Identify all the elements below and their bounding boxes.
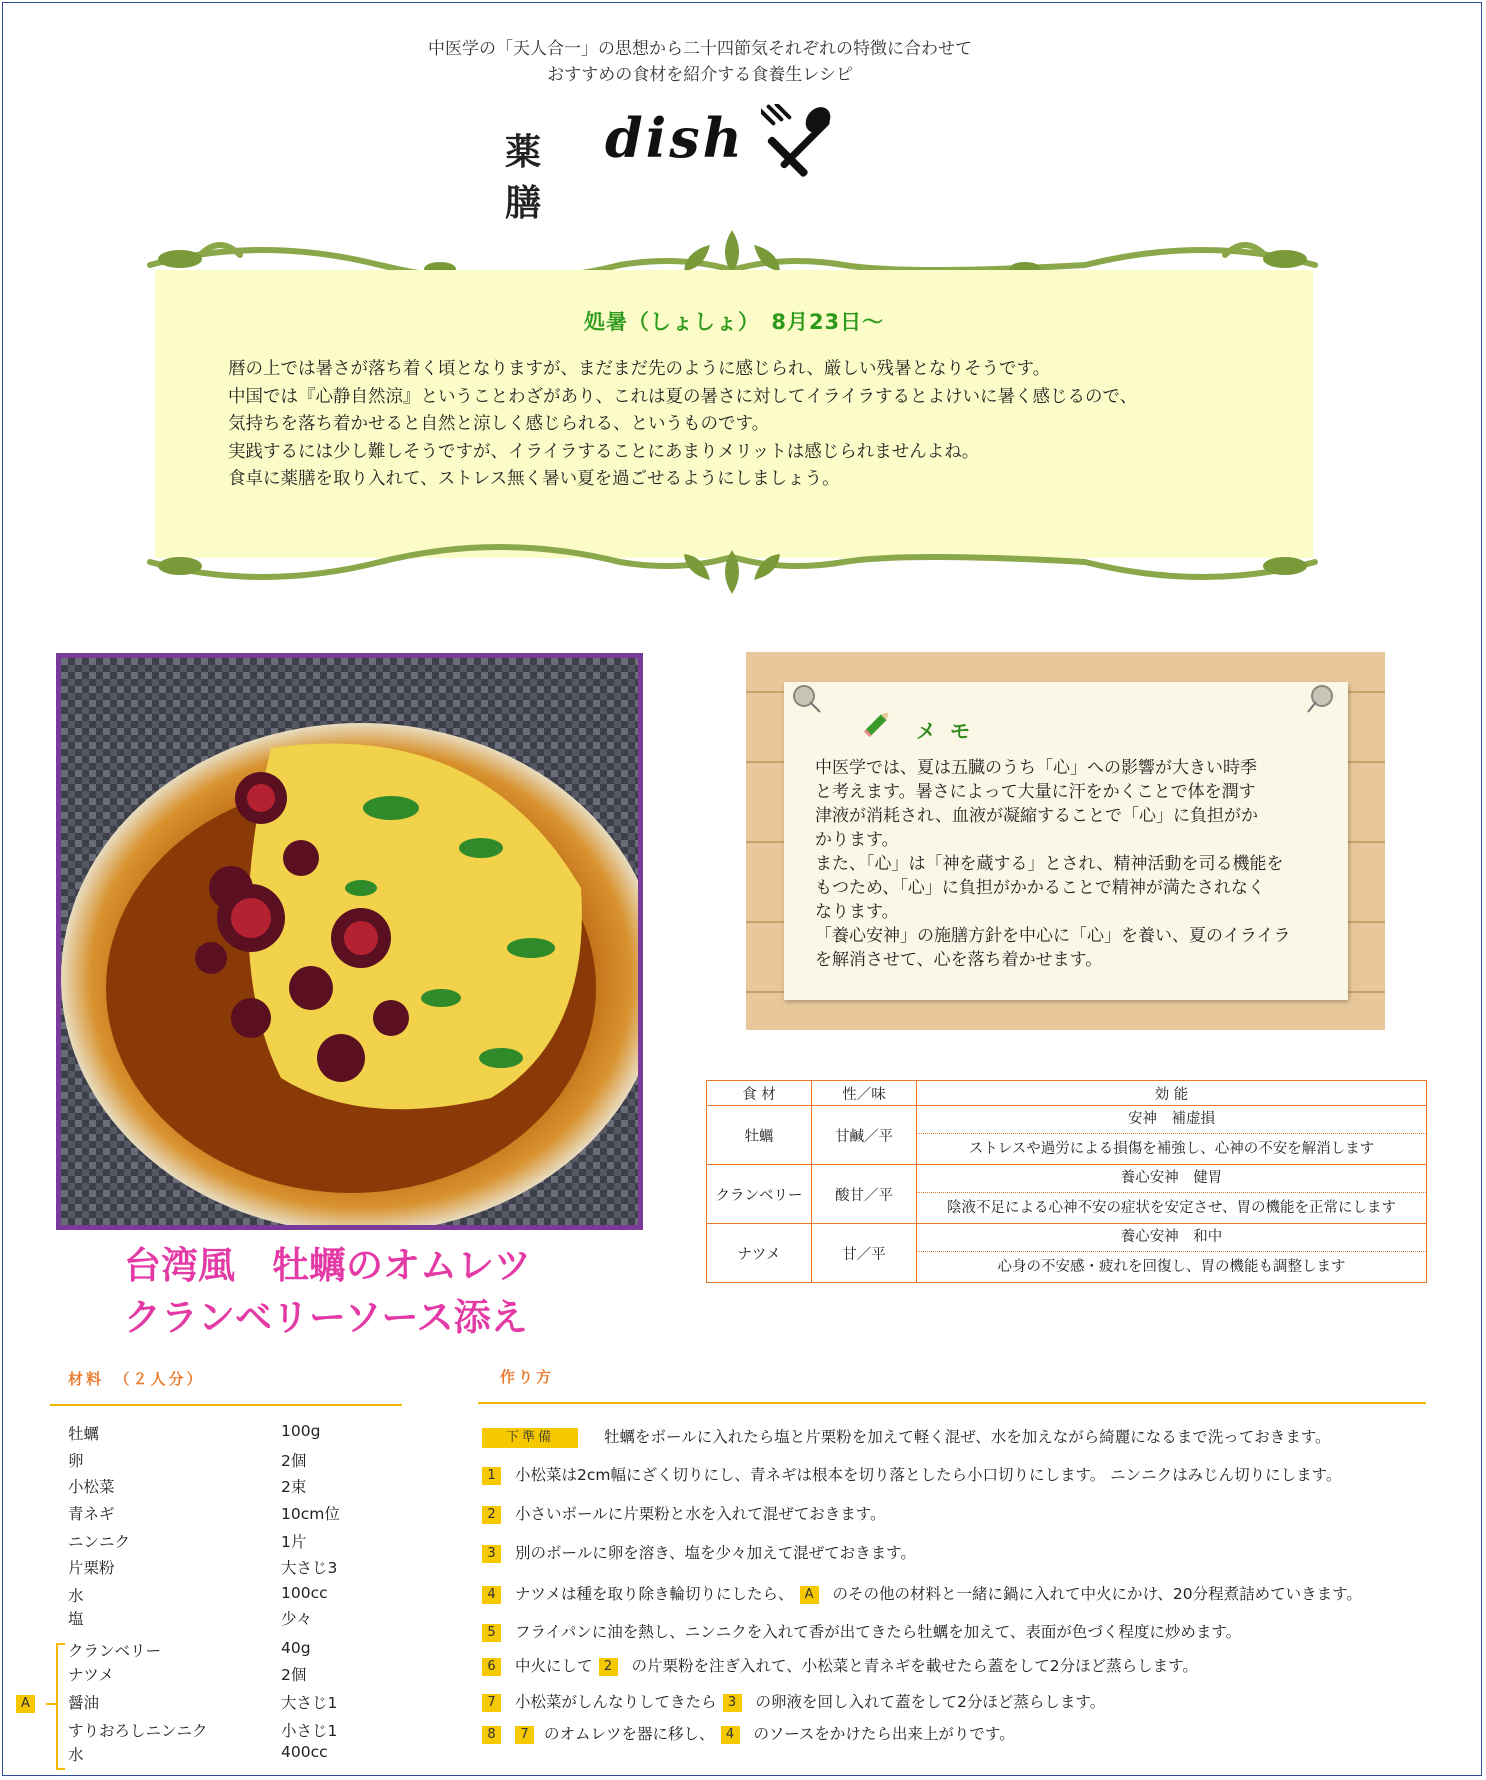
step-text: 中火にして [515, 1657, 593, 1675]
ingredient-name: 塩 [68, 1610, 84, 1628]
step-text: のソースをかけたら出来上がりです。 [753, 1725, 1015, 1743]
ingredient-name: 牡蠣 [68, 1425, 100, 1443]
ingredient-name: ニンニク [68, 1533, 131, 1551]
list-item [68, 1475, 368, 1497]
list-item [68, 1449, 368, 1471]
logo-word: dish [605, 106, 745, 170]
list-item [68, 1719, 368, 1741]
step-text: 小さいボールに片栗粉と水を入れて混ぜておきます。 [515, 1505, 886, 1523]
season-line: 中国では『心静自然涼』ということわざがあり、これは夏の暑さに対してイライラするとよけいに暑く感じるので、 [228, 386, 1138, 407]
season-line: 暦の上では暑さが落ち着く頃となりますが、まだまだ先のように感じられ、厳しい残暑となりそうです。 [228, 359, 1051, 379]
list-item [68, 1743, 368, 1765]
step-text: 牡蠣をボールに入れたら塩と片栗粉を加えて軽く混ぜ、水を加えながら綺麗になるまで洗っておきます。 [604, 1428, 1331, 1446]
pencil-icon [862, 708, 894, 738]
list-item [68, 1502, 368, 1524]
prep-step [482, 1425, 1331, 1448]
memo-line: もつため、「心」に負担がかかることで精神が満たされなく [815, 878, 1265, 898]
ingredient-name: 卵 [68, 1452, 84, 1470]
step-2 [482, 1502, 885, 1524]
list-item [68, 1530, 368, 1552]
season-title: 処暑（しょしょ） 8月23日～ [583, 310, 885, 334]
ingredient-amount: 10cm位 [281, 1505, 340, 1523]
list-item [68, 1691, 368, 1713]
ingredient-name: 水 [68, 1746, 84, 1764]
step-4 [482, 1582, 1362, 1604]
effect-detail: 心身の不安感・疲れを回復し、胃の機能も調整します [997, 1259, 1346, 1275]
intro-line-2: おすすめの食材を紹介する食養生レシピ [547, 65, 853, 85]
step-text: ナツメは種を取り除き輪切りにしたら、 [515, 1585, 794, 1603]
season-line: 食卓に薬膳を取り入れて、ストレス無く暑い夏を過ごせるようにしましょう。 [228, 469, 840, 489]
group-a-bracket [56, 1643, 65, 1770]
bottom-ornament [140, 532, 1325, 602]
table-row [707, 1106, 1427, 1165]
step-number: 1 [482, 1467, 501, 1485]
cell-effect [917, 1106, 1427, 1165]
memo-line: かります。 [815, 830, 899, 850]
ingredient-amount: 40g [281, 1639, 311, 1657]
cell-food: クランベリー [707, 1165, 812, 1224]
step-6 [482, 1654, 1198, 1676]
ingredient-amount: 少々 [281, 1610, 313, 1628]
step-text: 別のボールに卵を溶き、塩を少々加えて混ぜておきます。 [515, 1544, 916, 1562]
cell-effect [917, 1224, 1427, 1283]
cell-nature: 酸甘／平 [812, 1165, 917, 1224]
omelette-image [61, 658, 638, 1225]
ingredient-amount: 100g [281, 1422, 321, 1440]
step-text: の卵液を回し入れて蓋をして2分ほど蒸らします。 [755, 1693, 1106, 1711]
step-1 [482, 1463, 1341, 1485]
memo-heading: メモ [916, 719, 984, 743]
table-row [707, 1165, 1427, 1224]
ingredient-name: 小松菜 [68, 1478, 115, 1496]
ingredient-amount: 2個 [281, 1452, 307, 1470]
ingredient-name: ナツメ [68, 1666, 115, 1684]
ingredients-underline [50, 1404, 402, 1406]
memo-line: 「養心安神」の施膳方針を中心に「心」を養い、夏のイライラ [815, 926, 1291, 946]
season-line: 気持ちを落ち着かせると自然と涼しく感じられる、というものです。 [228, 414, 770, 434]
cell-nature: 甘鹹／平 [812, 1106, 917, 1165]
method-label: 作り方 [500, 1368, 555, 1386]
ingredient-name: すりおろしニンニク [68, 1722, 208, 1740]
ingredient-name: 醤油 [68, 1694, 100, 1712]
header-nature: 性／味 [812, 1081, 917, 1106]
group-a-badge: A [16, 1695, 35, 1713]
dish-photo [56, 653, 643, 1230]
intro-line-1: 中医学の「天人合一」の思想から二十四節気それぞれの特徴に合わせて [428, 39, 972, 59]
list-item [68, 1422, 368, 1444]
list-item [68, 1556, 368, 1578]
ingredient-name: クランベリー [68, 1642, 162, 1660]
dish-title-line-1: 台湾風 牡蠣のオムレツ [124, 1244, 531, 1287]
memo-line: 中医学では、夏は五臓のうち「心」への影響が大きい時季 [815, 758, 1257, 778]
cell-effect [917, 1165, 1427, 1224]
memo-line: なります。 [815, 902, 899, 922]
list-item [68, 1663, 368, 1685]
ingredient-name: 水 [68, 1587, 84, 1605]
step-number: 4 [482, 1586, 501, 1604]
step-3 [482, 1541, 916, 1563]
memo-line: を解消させて、心を落ち着かせます。 [815, 950, 1103, 970]
ingredient-name: 片栗粉 [68, 1559, 115, 1577]
effect-detail: ストレスや過労による損傷を補強し、心神の不安を解消します [968, 1141, 1375, 1157]
logo-kanji: 薬膳 [505, 132, 542, 224]
method-underline [478, 1402, 1426, 1404]
cell-food: ナツメ [707, 1224, 812, 1283]
header-effect: 効 能 [917, 1081, 1427, 1106]
step-8 [482, 1722, 1015, 1744]
table-header-row [707, 1081, 1427, 1106]
reference-badge: 3 [723, 1694, 742, 1712]
season-description [228, 356, 1308, 494]
ingredient-amount: 100cc [281, 1584, 328, 1602]
effect-summary: 安神 補虚損 [917, 1106, 1426, 1134]
effect-detail: 陰液不足による心神不安の症状を安定させ、胃の機能を正常にします [946, 1200, 1397, 1216]
memo-line: 津液が消耗され、血液が凝縮することで「心」に負担がか [815, 806, 1259, 826]
ingredient-amount: 2個 [281, 1666, 307, 1684]
step-text: のその他の材料と一緒に鍋に入れて中火にかけ、20分程煮詰めていきます。 [832, 1585, 1362, 1603]
ingredient-amount: 1片 [281, 1533, 307, 1551]
step-number: 2 [482, 1506, 501, 1524]
step-number: 3 [482, 1545, 501, 1563]
step-number: 6 [482, 1658, 501, 1676]
table-row [707, 1224, 1427, 1283]
step-text: 小松菜は2cm幅にざく切りにし、青ネギは根本を切り落としたら小口切りにします。 ニンニクはみじん切りにします。 [515, 1466, 1342, 1484]
reference-badge: A [800, 1586, 819, 1604]
header-food: 食 材 [707, 1081, 812, 1106]
step-text: フライパンに油を熱し、ニンニクを入れて香が出てきたら牡蠣を加えて、表面が色づく程度に炒めます。 [515, 1623, 1242, 1641]
memo-text [815, 756, 1335, 972]
list-item [68, 1584, 368, 1606]
reference-badge: 7 [515, 1726, 534, 1744]
dish-title [124, 1240, 684, 1344]
ingredient-amount: 大さじ1 [281, 1694, 338, 1712]
step-number: 8 [482, 1726, 501, 1744]
ingredient-effects-table [706, 1080, 1427, 1283]
memo-line: と考えます。暑さによって大量に汗をかくことで体を潤す [815, 782, 1256, 802]
ingredient-amount: 2束 [281, 1478, 307, 1496]
pin-icon [792, 684, 822, 714]
memo-line: また、「心」は「神を蔵する」とされ、精神活動を司る機能を [815, 854, 1284, 874]
reference-badge: 4 [721, 1726, 740, 1744]
step-7 [482, 1690, 1105, 1712]
season-line: 実践するには少し難しそうですが、イライラすることにあまりメリットは感じられませんよね。 [228, 441, 980, 462]
prep-badge: 下準備 [482, 1428, 578, 1448]
cell-nature: 甘／平 [812, 1224, 917, 1283]
effect-summary: 養心安神 和中 [917, 1224, 1426, 1252]
list-item [68, 1639, 368, 1661]
step-text: 小松菜がしんなりしてきたら [515, 1693, 717, 1711]
step-5 [482, 1620, 1241, 1642]
step-number: 7 [482, 1694, 501, 1712]
cell-food: 牡蠣 [707, 1106, 812, 1165]
effect-summary: 養心安神 健胃 [917, 1165, 1426, 1193]
ingredient-amount: 大さじ3 [281, 1559, 338, 1577]
step-text: の片栗粉を注ぎ入れて、小松菜と青ネギを載せたら蓋をして2分ほど蒸らします。 [631, 1657, 1198, 1675]
ingredient-amount: 400cc [281, 1743, 328, 1761]
pin-icon [1306, 684, 1336, 714]
list-item [68, 1607, 368, 1629]
step-text: のオムレツを器に移し、 [544, 1725, 715, 1743]
ingredient-name: 青ネギ [68, 1505, 115, 1523]
fork-spoon-icon [761, 104, 841, 180]
step-number: 5 [482, 1624, 501, 1642]
ingredients-label: 材料 （２人分） [68, 1370, 205, 1388]
ingredient-amount: 小さじ1 [281, 1722, 338, 1740]
group-a-connector [46, 1703, 56, 1705]
dish-title-line-2: クランベリーソース添え [124, 1296, 528, 1339]
intro-text [300, 36, 1100, 88]
reference-badge: 2 [599, 1658, 618, 1676]
